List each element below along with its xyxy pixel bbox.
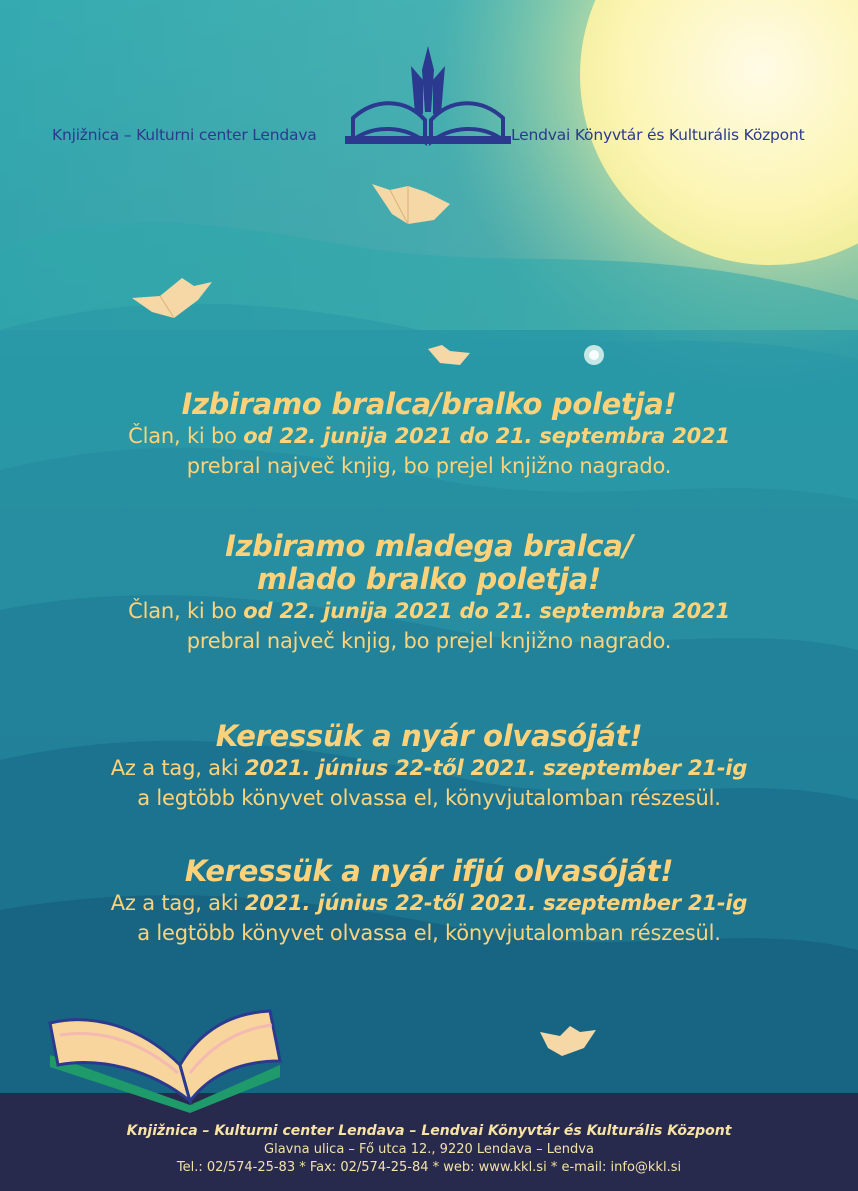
header-right-name: Lendvai Könyvtár és Kulturális Központ bbox=[511, 126, 805, 144]
section-line2: a legtöbb könyvet olvassa el, könyvjutalomban részesül. bbox=[137, 786, 721, 810]
section-adult-slovene bbox=[0, 388, 858, 481]
section-line1: Az a tag, aki 2021. június 22-től 2021. szeptember 21-ig bbox=[110, 756, 748, 780]
section-line1: Član, ki bo od 22. junija 2021 do 21. septembra 2021 bbox=[128, 424, 730, 448]
section-adult-hungarian bbox=[0, 720, 858, 813]
section-youth-slovene bbox=[0, 530, 858, 656]
section-title: Keressük a nyár olvasóját! bbox=[215, 719, 643, 753]
open-book-icon bbox=[40, 1005, 290, 1115]
footer-name-line: Knjižnica – Kulturni center Lendava – Lendvai Könyvtár és Kulturális Központ bbox=[126, 1123, 732, 1139]
section-title: Izbiramo bralca/bralko poletja! bbox=[181, 387, 677, 421]
section-line2: prebral največ knjig, bo prejel knjižno nagrado. bbox=[186, 454, 672, 478]
section-line2: a legtöbb könyvet olvassa el, könyvjutalomban részesül. bbox=[137, 921, 721, 945]
footer-address-line: Glavna ulica – Fő utca 12., 9220 Lendava – Lendva bbox=[264, 1142, 594, 1157]
section-youth-hungarian bbox=[0, 855, 858, 948]
section-title-line2: mlado bralko poletja! bbox=[257, 562, 601, 596]
section-title: Keressük a nyár ifjú olvasóját! bbox=[184, 854, 674, 888]
section-line1: Az a tag, aki 2021. június 22-től 2021. szeptember 21-ig bbox=[110, 891, 748, 915]
section-line1: Član, ki bo od 22. junija 2021 do 21. septembra 2021 bbox=[128, 599, 730, 623]
section-title: Izbiramo mladega bralca/ bbox=[225, 529, 633, 563]
section-line2: prebral največ knjig, bo prejel knjižno nagrado. bbox=[186, 629, 672, 653]
book-quill-logo-icon bbox=[345, 40, 511, 150]
footer-contact-line: Tel.: 02/574-25-83 * Fax: 02/574-25-84 * web: www.kkl.si * e-mail: info@kkl.si bbox=[176, 1160, 682, 1175]
header-left-name: Knjižnica – Kulturni center Lendava bbox=[52, 126, 317, 144]
